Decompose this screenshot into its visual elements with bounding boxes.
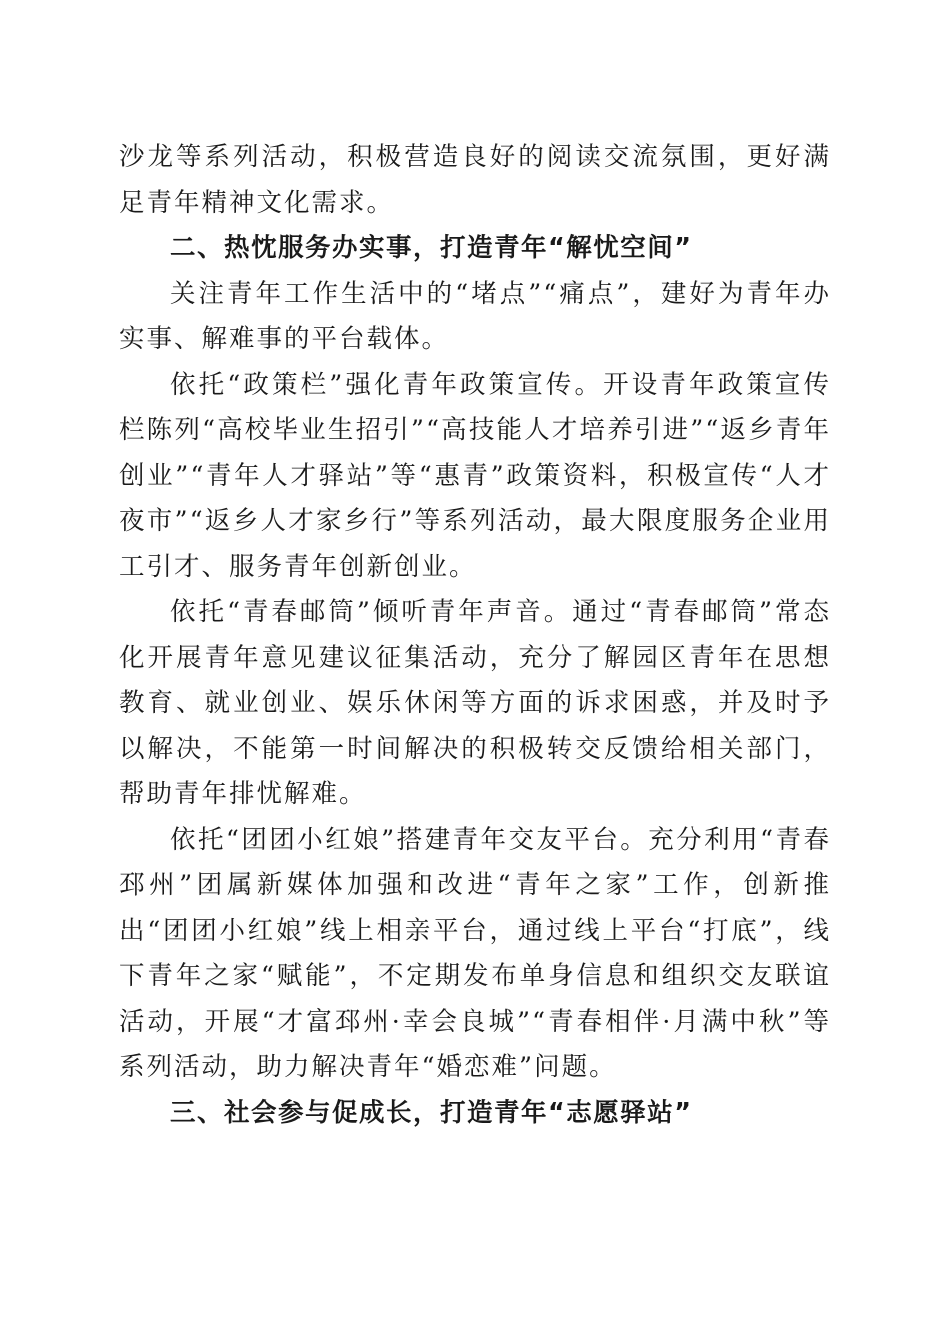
paragraph-continuation: 沙龙等系列活动，积极营造良好的阅读交流氛围，更好满足青年精神文化需求。 [119,142,831,218]
paragraph-policy-board: 依托“政策栏”强化青年政策宣传。开设青年政策宣传栏陈列“高校毕业生招引”“高技能人才培养引进”“返乡青年创业”“青年人才驿站”等“惠青”政策资料，积极宣传“人才夜市”“返乡人才家乡行”等系列活动，最大限度服务企业用工引才、服务青年创新创业。 [119,369,831,582]
paragraph-intro: 关注青年工作生活中的“堵点”“痛点”，建好为青年办实事、解难事的平台载体。 [119,278,831,354]
paragraph-youth-mailbox: 依托“青春邮筒”倾听青年声音。通过“青春邮筒”常态化开展青年意见建议征集活动，充分了解园区青年在思想教育、就业创业、娱乐休闲等方面的诉求困惑，并及时予以解决，不能第一时间解决的积极转交反馈给相关部门，帮助青年排忧解难。 [119,597,831,809]
paragraph-matchmaker: 依托“团团小红娘”搭建青年交友平台。充分利用“青春邳州”团属新媒体加强和改进“青年之家”工作，创新推出“团团小红娘”线上相亲平台，通过线上平台“打底”，线下青年之家“赋能”，不定期发布单身信息和组织交友联谊活动，开展“才富邳州·幸会良城”“青春相伴·月满中秋”等系列活动，助力解决青年“婚恋难”问题。 [119,824,831,1082]
document-page [119,135,831,1136]
section-heading-3: 三、社会参与促成长，打造青年“志愿驿站” [170,1097,693,1128]
section-heading-2: 二、热忱服务办实事，打造青年“解忧空间” [170,233,693,263]
